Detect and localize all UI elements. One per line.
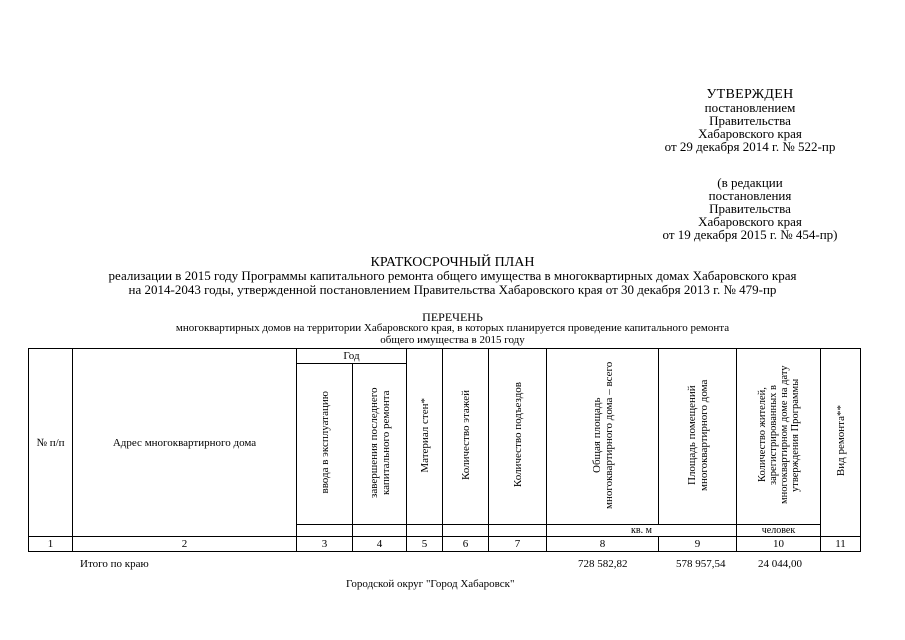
column-number: 3 (297, 537, 353, 552)
header-residents: Количество жителей, зарегистрированных в многоквартирном доме на дату утверждения Программы (737, 349, 821, 525)
header-empty (297, 525, 353, 537)
edition-line: от 19 декабря 2015 г. № 454-пр) (662, 227, 838, 242)
header-floors: Количество этажей (443, 349, 489, 525)
list-subtitle-line-1: многоквартирных домов на территории Хабаровского края, в которых планируется проведение капитального ремонта (175, 322, 730, 334)
edition-line: постановления (708, 188, 792, 203)
header-empty (489, 525, 547, 537)
header-wall-material: Материал стен* (407, 349, 443, 525)
column-number: 7 (489, 537, 547, 552)
header-repair-type: Вид ремонта** (821, 349, 861, 537)
list-subtitle-line-2: общего имущества в 2015 году (380, 334, 525, 346)
column-number: 8 (547, 537, 659, 552)
plan-title: КРАТКОСРОЧНЫЙ ПЛАН (370, 255, 535, 270)
header-num: № п/п (29, 349, 73, 537)
column-number: 6 (443, 537, 489, 552)
header-empty (353, 525, 407, 537)
unit-area: кв. м (547, 525, 737, 537)
edition-line: Правительства (709, 201, 791, 216)
plan-subtitle-line-1: реализации в 2015 году Программы капитального ремонта общего имущества в многоквартирных домах Хабаровского края (108, 268, 797, 283)
edition-block (640, 176, 860, 241)
totals-total-area: 728 582,82 (578, 558, 628, 570)
header-address: Адрес многоквартирного дома (73, 349, 297, 537)
approval-line: от 29 декабря 2014 г. № 522-пр (664, 139, 836, 154)
unit-people: человек (737, 525, 821, 537)
houses-table (28, 348, 861, 552)
column-number: 1 (29, 537, 73, 552)
approval-line: Правительства (709, 113, 791, 128)
header-total-area: Общая площадь многоквартирного дома – всего (547, 349, 659, 525)
totals-label: Итого по краю (80, 558, 149, 570)
header-year-commission: ввода в эксплуатацию (297, 364, 353, 525)
approval-line: постановлением (704, 100, 796, 115)
approval-line: Хабаровского края (698, 126, 802, 141)
approval-block (640, 88, 860, 153)
list-title: ПЕРЕЧЕНЬ (422, 310, 483, 324)
column-number: 4 (353, 537, 407, 552)
header-entrances: Количество подъездов (489, 349, 547, 525)
header-year-last-repair: завершения последнего капитального ремонта (353, 364, 407, 525)
column-number: 9 (659, 537, 737, 552)
totals-residents: 24 044,00 (758, 558, 802, 570)
column-number: 2 (73, 537, 297, 552)
totals-premises-area: 578 957,54 (676, 558, 726, 570)
header-empty (407, 525, 443, 537)
header-year-group: Год (297, 349, 407, 364)
header-premises-area: Площадь помещений многоквартирного дома (659, 349, 737, 525)
plan-subtitle-line-2: на 2014-2043 годы, утвержденной постановлением Правительства Хабаровского края от 30 декабря 2013 г. № 479-пр (128, 282, 777, 297)
edition-line: Хабаровского края (698, 214, 802, 229)
column-number: 5 (407, 537, 443, 552)
column-number: 11 (821, 537, 861, 552)
approval-heading: УТВЕРЖДЕН (706, 87, 794, 102)
header-empty (443, 525, 489, 537)
district-heading: Городской округ "Город Хабаровск" (346, 578, 515, 590)
column-number: 10 (737, 537, 821, 552)
edition-line: (в редакции (717, 175, 783, 190)
